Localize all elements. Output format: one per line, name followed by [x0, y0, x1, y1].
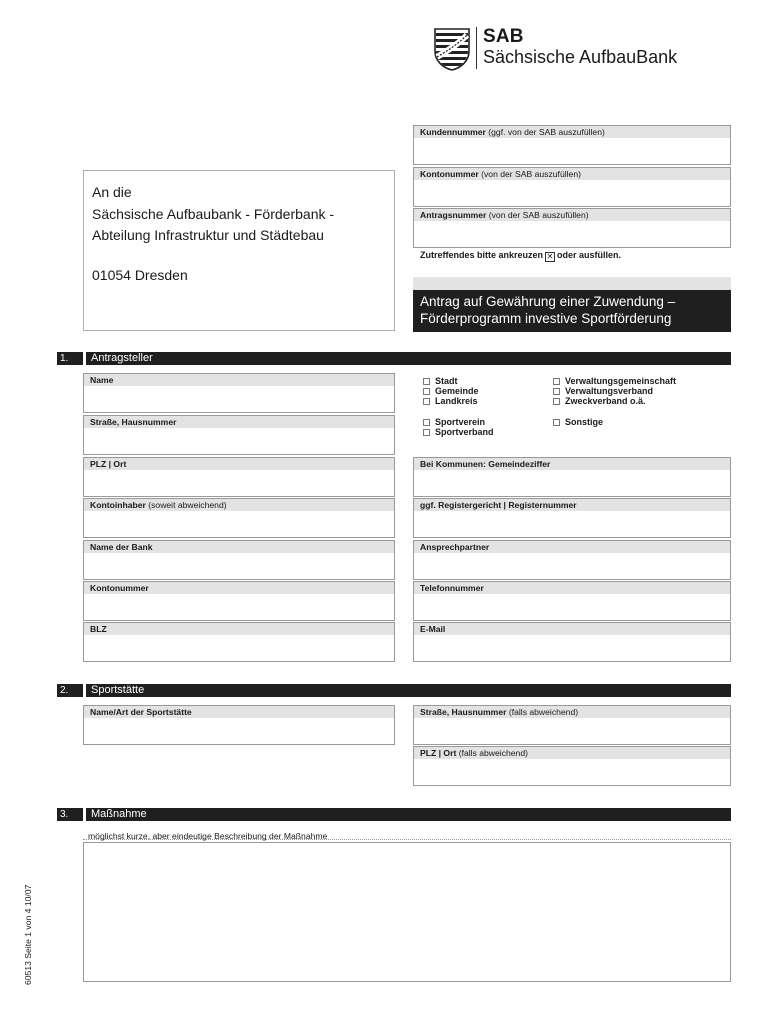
checkbox-label: Zweckverband o.ä. — [565, 396, 646, 406]
recipient-address-box — [83, 170, 395, 331]
contact-person-input[interactable] — [414, 553, 730, 579]
field-label: Kontonummer — [420, 169, 479, 179]
field-label: Telefonnummer — [420, 583, 484, 593]
facility-street-field[interactable] — [413, 705, 731, 745]
account-number-office-field[interactable] — [413, 167, 731, 207]
checkbox-label: Sportverein — [435, 417, 486, 427]
field-label: Straße, Hausnummer — [90, 417, 177, 427]
field-label: BLZ — [90, 624, 107, 634]
customer-number-field[interactable] — [413, 125, 731, 165]
field-label: Name der Bank — [90, 542, 153, 552]
checkbox-icon[interactable] — [423, 398, 430, 405]
contact-person-field[interactable] — [413, 540, 731, 580]
hint-divider — [83, 839, 731, 840]
application-number-field[interactable] — [413, 208, 731, 248]
section-number: 1. — [57, 352, 83, 365]
checked-box-icon: ✕ — [546, 252, 554, 261]
section-number: 2. — [57, 684, 83, 697]
checkbox-verwaltungsgemeinschaft[interactable] — [553, 376, 676, 386]
facility-zip-city-field[interactable] — [413, 746, 731, 786]
checkbox-icon[interactable] — [553, 388, 560, 395]
applicant-type-group-association — [553, 376, 676, 406]
section-title: Maßnahme — [86, 808, 731, 821]
checkbox-stadt[interactable] — [423, 376, 479, 386]
section-number: 3. — [57, 808, 83, 821]
checkbox-label: Sportverband — [435, 427, 494, 437]
field-label: Kontonummer — [90, 583, 149, 593]
fill-instruction — [420, 250, 621, 262]
checkbox-icon[interactable] — [553, 398, 560, 405]
checkbox-icon[interactable] — [423, 429, 430, 436]
instruction-text: oder ausfüllen. — [557, 250, 622, 260]
field-label: PLZ | Ort — [90, 459, 127, 469]
form-title-line: Antrag auf Gewährung einer Zuwendung – — [420, 294, 676, 309]
checkbox-sportverband[interactable] — [423, 427, 494, 437]
field-label: ggf. Registergericht | Registernummer — [420, 500, 577, 510]
account-number-field[interactable] — [83, 581, 395, 621]
email-input[interactable] — [414, 635, 730, 661]
checkbox-label: Gemeinde — [435, 386, 479, 396]
checkbox-icon[interactable] — [553, 378, 560, 385]
facility-name-field[interactable] — [83, 705, 395, 745]
facility-zip-city-input[interactable] — [414, 759, 730, 785]
checkbox-label: Sonstige — [565, 417, 604, 427]
field-note: (von der SAB auszufüllen) — [488, 210, 589, 220]
section-title: Antragsteller — [86, 352, 731, 365]
address-city: 01054 Dresden — [92, 267, 188, 283]
applicant-type-group-other — [553, 417, 603, 427]
field-label: PLZ | Ort — [420, 748, 457, 758]
facility-street-input[interactable] — [414, 718, 730, 744]
measure-description-hint: möglichst kurze, aber eindeutige Beschreibung der Maßnahme — [88, 831, 328, 841]
field-note: (falls abweichend) — [458, 748, 528, 758]
field-label: Straße, Hausnummer — [420, 707, 507, 717]
applicant-name-field[interactable] — [83, 373, 395, 413]
email-field[interactable] — [413, 622, 731, 662]
account-number-input[interactable] — [84, 594, 394, 620]
checkbox-icon[interactable] — [423, 388, 430, 395]
bank-name-input[interactable] — [84, 553, 394, 579]
address-line: Abteilung Infrastruktur und Städtebau — [92, 227, 324, 243]
checkbox-icon[interactable] — [423, 419, 430, 426]
field-label: Bei Kommunen: Gemeindeziffer — [420, 459, 551, 469]
checkbox-label: Verwaltungsgemeinschaft — [565, 376, 677, 386]
applicant-zip-city-input[interactable] — [84, 470, 394, 496]
checkbox-icon[interactable] — [423, 378, 430, 385]
field-note: (von der SAB auszufüllen) — [481, 169, 581, 179]
field-note: (ggf. von der SAB auszufüllen) — [488, 127, 605, 137]
account-holder-field[interactable] — [83, 498, 395, 538]
applicant-name-input[interactable] — [84, 386, 394, 412]
phone-field[interactable] — [413, 581, 731, 621]
title-stripe — [413, 277, 731, 290]
instruction-text: Zutreffendes bitte ankreuzen — [420, 250, 544, 260]
applicant-type-group-sport — [423, 417, 494, 437]
applicant-street-input[interactable] — [84, 428, 394, 454]
checkbox-label: Verwaltungsverband — [565, 386, 654, 396]
account-number-office-input[interactable] — [414, 180, 730, 206]
field-note: (falls abweichend) — [508, 707, 579, 717]
form-code: 60513 Seite 1 von 4 10/07 — [23, 884, 33, 985]
field-label: Name — [90, 375, 114, 385]
checkbox-label: Stadt — [435, 376, 458, 386]
phone-input[interactable] — [414, 594, 730, 620]
bank-code-input[interactable] — [84, 635, 394, 661]
applicant-type-group-municipal — [423, 376, 479, 406]
logo-bank-name: Sächsische AufbauBank — [483, 47, 678, 67]
saxony-coat-of-arms-icon — [433, 27, 471, 71]
form-title-line: Förderprogramm investive Sportförderung — [420, 311, 672, 326]
application-number-input[interactable] — [414, 221, 730, 247]
register-input[interactable] — [414, 511, 730, 537]
field-label: Kontoinhaber — [90, 500, 146, 510]
checkbox-icon[interactable] — [553, 419, 560, 426]
municipality-code-field[interactable] — [413, 457, 731, 497]
logo-divider — [476, 27, 477, 69]
field-label: Ansprechpartner — [420, 542, 490, 552]
applicant-zip-city-field[interactable] — [83, 457, 395, 497]
facility-name-input[interactable] — [84, 718, 394, 744]
address-line: Sächsische Aufbaubank - Förderbank - — [92, 206, 335, 222]
register-field[interactable] — [413, 498, 731, 538]
field-label: Antragsnummer — [420, 210, 487, 220]
checkbox-label: Landkreis — [435, 396, 478, 406]
field-note: (soweit abweichend) — [148, 500, 227, 510]
field-label: E-Mail — [420, 624, 446, 634]
section-title: Sportstätte — [86, 684, 731, 697]
checkbox-sonstige[interactable] — [553, 417, 603, 427]
measure-description-textarea[interactable] — [83, 842, 731, 982]
account-holder-input[interactable] — [84, 511, 394, 537]
field-label: Kundennummer — [420, 127, 486, 137]
field-label: Name/Art der Sportstätte — [90, 707, 192, 717]
checkbox-verwaltungsverband[interactable] — [553, 386, 676, 396]
address-line: An die — [92, 184, 132, 200]
bank-name-field[interactable] — [83, 540, 395, 580]
applicant-street-field[interactable] — [83, 415, 395, 455]
customer-number-input[interactable] — [414, 138, 730, 164]
municipality-code-input[interactable] — [414, 470, 730, 496]
checkbox-sportverein[interactable] — [423, 417, 494, 427]
checkbox-zweckverband[interactable] — [553, 396, 676, 406]
checkbox-gemeinde[interactable] — [423, 386, 479, 396]
logo-abbreviation: SAB — [483, 26, 524, 47]
checkbox-landkreis[interactable] — [423, 396, 479, 406]
bank-code-field[interactable] — [83, 622, 395, 662]
form-title — [413, 290, 731, 332]
